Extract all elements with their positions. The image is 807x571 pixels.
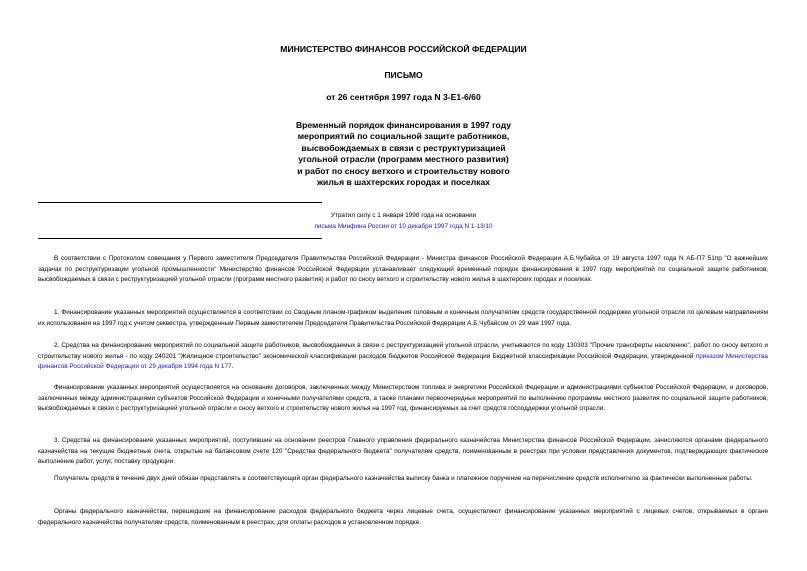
document-type: ПИСЬМО xyxy=(384,70,423,80)
paragraph-3: 3. Средства на финансирование указанных мероприятий, поступившие на основании реестров Главного управления федерального казначейства Министерства финансов Российской Федерации, зачисляются органами федерального казначейства на текущие бюджетные счета, открытые на балансовом счете 120 "Средства федерального бюджета" получателям средств, поименованным в реестрах при условии представления документов, подтверждающих фактическое выполнение работ, услуг, поставку продукции. xyxy=(38,437,768,466)
order-177-link[interactable]: приказом Министерства финансов Российской Федерации от 29 декабря 1994 года N 177 xyxy=(38,352,768,371)
title-line: жилья в шахтерских городах и поселках xyxy=(316,177,491,188)
paragraph-2-end: . xyxy=(231,363,234,371)
document-title xyxy=(0,120,807,188)
title-line: мероприятий по социальной защите работников, xyxy=(297,131,510,142)
title-line: и работ по сносу ветхого и строительству нового xyxy=(297,165,510,176)
document-date-number: от 26 сентября 1997 года N 3-Е1-6/60 xyxy=(326,92,481,102)
paragraph-treasury-accounts: Органы федерального казначейства, перешедшие на финансирование расходов федерального бюджета через лицевые счета, осуществляют финансирование указанных мероприятий с лицевых счетов, открываемых в органе федерального казначейства получателям средств, поименованным в реестрах, для оплаты расходов в установленном порядке. xyxy=(38,508,768,526)
title-line: угольной отрасли (программ местного развития) xyxy=(298,154,509,165)
repeal-letter-link[interactable]: письма Минфина России от 10 декабря 1997 года N 1-13/10 xyxy=(314,223,493,230)
paragraph-2 xyxy=(38,341,768,373)
paragraph-financing-basis: Финансирование указанных мероприятий осуществляется на основании договоров, заключенных между Министерством топлива и энергетики Российской Федерации и администрациями субъектов Российской Федерации, и договоров, заключенных между администрациями субъектов Российской Федерации и конечными получателями средств, а также планами первоочередных мероприятий по выполнению программы местного развития по социальной защите работников, высвобождаемых в связи с реструктуризацией угольной отрасли и сносу ветхого и строительству нового жилья на 1997 год, финансируемых за счет средств господдержки угольной отрасли. xyxy=(38,384,768,413)
divider-bottom xyxy=(38,238,322,239)
ministry-heading: МИНИСТЕРСТВО ФИНАНСОВ РОССИЙСКОЙ ФЕДЕРАЦИИ xyxy=(280,44,527,54)
status-note-text: Утратил силу с 1 января 1998 года на основании xyxy=(330,212,477,219)
title-line: высвобождаемых в связи с реструктуризацией xyxy=(301,142,506,153)
paragraph-intro: В соответствии с Протоколом совещания у Первого заместителя Председателя Правительства Российской Федерации - Министра финансов Российской Федерации А.Б.Чубайса от 19 августа 1997 года N АБ-П7 51пр "О важнейших задачах по реструктуризации угольной промышленности" Министерство финансов Российской Федерации устанавливает следующий временный порядок финансирования в 1997 году мероприятий по социальной защите работников, высвобождаемых в связи с реструктуризацией угольной отрасли (программ местного развития) и работ по сносу ветхого и строительству нового жилья в шахтерских городах и поселках. xyxy=(38,255,768,284)
divider-top xyxy=(38,202,322,203)
status-note-link-line xyxy=(0,222,807,232)
paragraph-2-text: 2. Средства на финансирование мероприятий по социальной защите работников, высвобождаемых в связи с реструктуризацией угольной отрасли, учитываются по коду 130303 "Прочие трансферты населению", работ по сносу ветхого и строительству нового жилья - по коду 240201 "Жилищное строительство" экономической классификации расходов бюджетов Российской Федерации Бюджетной классификации Российской Федерации, утвержденной xyxy=(38,342,768,360)
paragraph-recipient-duty: Получатель средств в течение двух дней обязан представлять в соответствующий орган федерального казначейства выписку банка и платежное поручение на перечисление средств исполнителю за фактически выполненные работы. xyxy=(54,475,753,482)
title-line: Временный порядок финансирования в 1997 году xyxy=(295,120,512,130)
paragraph-1: 1. Финансирование указанных мероприятий осуществляется в соответствии со Сводным планом-графиком выделения головным и конечным получателям средств государственной поддержки угольной отрасли по целевым направлениям их использования на 1997 год с учетом секвестра, утвержденным Первым заместителем Председателя Правительства Российской Федерации А.Б.Чубайсом от 29 мая 1997 года. xyxy=(38,309,768,327)
